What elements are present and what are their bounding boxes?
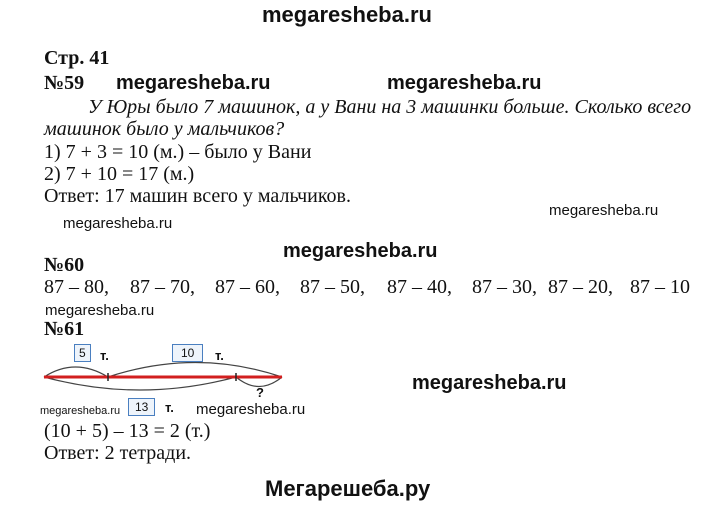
task-59-number: №59 (44, 72, 85, 94)
label-box-13: 13 (128, 398, 155, 416)
task-59-problem-line2: машинок было у мальчиков? (44, 118, 285, 140)
watermark: megaresheba.ru (116, 72, 271, 94)
task-60-number: №60 (44, 254, 85, 276)
segment-diagram (40, 340, 290, 420)
task-60-item: 87 – 30, (472, 276, 537, 298)
task-60-item: 87 – 60, (215, 276, 280, 298)
watermark: megaresheba.ru (283, 240, 438, 262)
watermark: megaresheba.ru (387, 72, 542, 94)
task-59-step2: 2) 7 + 10 = 17 (м.) (44, 163, 195, 185)
task-59-problem-line1: У Юры было 7 машинок, а у Вани на 3 машинки больше. Сколько всего (88, 96, 692, 118)
unit-label: т. (100, 348, 109, 363)
task-61-answer: Ответ: 2 тетради. (44, 442, 192, 464)
question-mark: ? (256, 385, 264, 400)
watermark: megaresheba.ru (549, 202, 659, 219)
task-60-item: 87 – 80, (44, 276, 109, 298)
watermark: megaresheba.ru (412, 372, 567, 394)
task-60-item: 87 – 70, (130, 276, 195, 298)
task-60-item: 87 – 10 (630, 276, 690, 298)
watermark: megaresheba.ru (63, 215, 173, 232)
task-59-step1: 1) 7 + 3 = 10 (м.) – было у Вани (44, 141, 312, 163)
task-61-number: №61 (44, 318, 85, 340)
task-60-item: 87 – 20, (548, 276, 613, 298)
page-label: Стр. 41 (44, 47, 110, 69)
task-60-item: 87 – 50, (300, 276, 365, 298)
label-box-10: 10 (172, 344, 203, 362)
unit-label: т. (215, 348, 224, 363)
watermark: megaresheba.ru (40, 405, 121, 417)
task-59-answer: Ответ: 17 машин всего у мальчиков. (44, 185, 351, 207)
task-61-expression: (10 + 5) – 13 = 2 (т.) (44, 420, 211, 442)
task-60-item: 87 – 40, (387, 276, 452, 298)
watermark: megaresheba.ru (45, 302, 155, 319)
arc-13 (44, 377, 236, 390)
watermark: megaresheba.ru (196, 401, 306, 418)
watermark-footer: Мегарешеба.ру (265, 476, 431, 501)
label-box-5: 5 (74, 344, 91, 362)
watermark-top: megaresheba.ru (262, 2, 432, 27)
unit-label: т. (165, 400, 174, 415)
arc-10 (108, 363, 282, 378)
